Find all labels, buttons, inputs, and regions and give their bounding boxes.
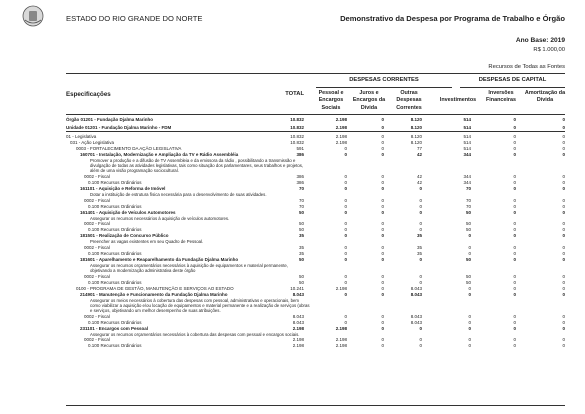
row-value: 0 [381,145,384,151]
row-value: 70 [298,203,304,209]
row-value: 10.832 [290,124,304,130]
year-label: Ano Base: 2019 [515,37,565,44]
row-value: 35 [416,233,422,239]
row-value: 2.198 [335,343,347,349]
row-value: 0 [562,227,565,233]
row-value: 514 [463,145,471,151]
action-description: Preencher as vagas existentes em seu Quadro de Pessoal. [90,239,204,245]
row-value: 0 [344,227,347,233]
row-value: 0 [468,337,471,343]
row-value: 0 [381,337,384,343]
group-correntes: DESPESAS CORRENTES [349,77,419,83]
columns-divider [66,114,565,115]
row-value: 70 [465,185,471,191]
row-value: 514 [463,139,471,145]
row-value: 50 [465,279,471,285]
row-label: 0.100 Recursos Ordinários [88,343,142,349]
action-description: Assegurar os recursos orçamentários necessários à cobertura das despesas com pessoal e encargos sociais. [90,331,300,337]
row-value: 50 [465,227,471,233]
row-value: 35 [298,244,304,250]
row-value: 0 [562,343,565,349]
row-value: 0 [513,291,516,297]
row-value: 0 [344,151,347,157]
row-value: 0 [419,203,422,209]
row-value: 2.198 [335,285,347,291]
row-value: 0 [344,197,347,203]
group-correntes-underline [316,87,452,88]
row-value: 0 [381,117,384,122]
total-header: TOTAL [285,91,304,97]
report-header [0,0,585,60]
specifications-header: Especificações [66,91,111,98]
col-investimentos: Investimentos [439,97,477,103]
row-value: 10.832 [290,139,304,145]
row-value: 70 [465,203,471,209]
group-capital: DESPESAS DE CAPITAL [478,77,547,83]
row-value: 0 [513,179,516,185]
row-value: 0 [513,325,516,331]
row-value: 35 [416,250,422,256]
row-value: 35 [298,250,304,256]
row-value: 0 [381,203,384,209]
row-value: 0 [381,291,384,297]
row-label: 231101 - Encargos com Pessoal [80,325,149,331]
row-value: 8.120 [410,117,422,122]
row-value: 8.043 [292,319,304,325]
row-value: 0 [468,233,471,239]
row-value: 8.043 [410,285,422,291]
row-value: 35 [298,233,304,239]
header-divider [66,73,565,74]
row-value: 0 [513,117,516,122]
row-value: 0 [513,134,516,139]
row-label: Unidade 01201 - Fundação Djalma Marinho - FDM [66,124,172,130]
row-value: 0 [562,291,565,297]
state-coat-of-arms-icon [22,5,44,27]
row-value: 0 [562,139,565,145]
row-value: 50 [465,256,471,262]
row-value: 0 [419,337,422,343]
row-value: 50 [298,209,304,215]
row-value: 2.198 [335,124,347,130]
row-value: 0 [344,145,347,151]
row-value: 0 [513,209,516,215]
row-value: 0 [562,145,565,151]
row-value: 10.832 [290,117,304,122]
row-value: 0 [513,313,516,319]
row-value: 0 [344,179,347,185]
row-value: 8.043 [410,319,422,325]
row-value: 386 [296,151,304,157]
row-value: 344 [463,151,471,157]
row-value: 344 [463,174,471,179]
row-value: 0 [513,203,516,209]
row-value: 0 [562,203,565,209]
row-value: 50 [298,279,304,285]
row-value: 0 [344,256,347,262]
row-value: 0 [381,124,384,130]
row-value: 0 [419,279,422,285]
action-description: Dotar a instituição de estrutura física necessária para o desenvolvimento de suas atividades. [90,191,267,197]
row-value: 0 [562,285,565,291]
row-value: 0 [381,179,384,185]
row-value: 42 [416,151,422,157]
row-label: 0100 - PROGRAMA DE GESTÃO, MANUTENÇÃO E SERVIÇOS AO ESTADO [76,285,234,291]
row-label: 0.100 Recursos Ordinários [88,250,142,256]
row-value: 0 [344,209,347,215]
row-value: 70 [298,197,304,203]
row-value: 50 [465,221,471,227]
row-value: 50 [298,256,304,262]
row-value: 0 [562,244,565,250]
row-value: 0 [344,250,347,256]
row-label: 181601 - Aparelhamento e Reaparelhamento da Fundação Djalma Marinho [80,256,239,262]
row-value: 0 [381,185,384,191]
row-value: 0 [562,209,565,215]
row-value: 0 [562,197,565,203]
row-value: 0 [513,244,516,250]
row-value: 0 [562,273,565,279]
row-label: 0002 - Fiscal [84,244,110,250]
row-value: 0 [344,233,347,239]
row-value: 8.043 [410,313,422,319]
row-value: 344 [463,179,471,185]
row-value: 591 [296,145,304,151]
row-label: 0.100 Recursos Ordinários [88,279,142,285]
row-value: 0 [513,233,516,239]
row-value: 0 [381,174,384,179]
row-value: 50 [298,227,304,233]
row-value: 0 [381,244,384,250]
table-row [66,343,565,349]
row-value: 0 [344,203,347,209]
row-value: 0 [419,227,422,233]
row-value: 0 [468,244,471,250]
col-pessoal: Pessoal e Encargos Sociais [318,90,344,111]
row-value: 2.198 [335,325,347,331]
row-value: 8.043 [292,291,304,297]
row-label: 0002 - Fiscal [84,221,110,227]
row-label: 01 - Legislativa [66,134,97,139]
row-value: 0 [419,197,422,203]
row-value: 0 [468,313,471,319]
row-value: 0 [513,197,516,203]
row-value: 0 [381,256,384,262]
row-value: 0 [513,337,516,343]
row-value: 0 [381,285,384,291]
row-value: 0 [562,151,565,157]
table-row [66,125,565,131]
row-value: 0 [381,139,384,145]
row-value: 0 [344,279,347,285]
row-value: 2.198 [292,337,304,343]
row-value: 0 [468,343,471,349]
row-value: 2.198 [335,139,347,145]
row-value: 8.043 [292,313,304,319]
row-value: 10.241 [290,285,304,291]
row-value: 0 [344,273,347,279]
row-label: 0002 - Fiscal [84,174,110,179]
row-value: 0 [513,174,516,179]
row-value: 0 [513,185,516,191]
row-value: 2.198 [335,117,347,122]
col-juros: Juros e Encargos da Dívida [352,90,386,111]
row-value: 386 [296,179,304,185]
row-value: 70 [465,197,471,203]
row-value: 0 [381,250,384,256]
row-value: 0 [381,279,384,285]
row-value: 35 [416,244,422,250]
row-value: 0 [344,221,347,227]
row-value: 8.120 [410,124,422,130]
row-value: 42 [416,174,422,179]
row-value: 10.832 [290,134,304,139]
row-value: 0 [513,124,516,130]
row-value: 386 [296,174,304,179]
row-value: 2.198 [335,134,347,139]
row-value: 0 [381,343,384,349]
row-value: 0 [562,250,565,256]
row-label: 031 - Ação Legislativa [70,139,115,145]
row-value: 0 [419,343,422,349]
action-description: Assegurar os recursos necessários à aquisição de veículos automotores. [90,215,230,221]
row-value: 50 [298,221,304,227]
row-value: 0 [381,313,384,319]
row-value: 77 [416,145,422,151]
row-value: 50 [465,209,471,215]
row-value: 0 [513,139,516,145]
row-value: 0 [513,285,516,291]
row-value: 0 [562,117,565,122]
row-value: 0 [419,221,422,227]
row-value: 0 [513,145,516,151]
row-value: 50 [298,273,304,279]
row-value: 0 [381,151,384,157]
row-label: 0.100 Recursos Ordinários [88,319,142,325]
row-value: 0 [381,197,384,203]
row-value: 42 [416,179,422,185]
row-value: 0 [562,174,565,179]
row-value: 0 [513,343,516,349]
action-description: Assegurar os recursos orçamentários necessários à aquisição de equipamentos e material permanente, objetivando a modernização administrativa deste órgão [90,262,288,273]
row-value: 0 [344,185,347,191]
row-label: 0003 - FORTALECIMENTO DA AÇÃO LEGISLATIVA [76,145,182,151]
row-value: 0 [513,256,516,262]
row-value: 0 [381,209,384,215]
row-value: 0 [562,185,565,191]
row-value: 0 [562,179,565,185]
row-value: 0 [381,273,384,279]
row-value: 0 [344,174,347,179]
row-label: 161401 - Aquisição de Veículos Automotores [80,209,176,215]
action-description: Promover a produção e a difusão de TV Assembleia e da emissora da rádio , possibilitando a transmissão e divulgação de todas as atividades legislativas, tais como situação dos parlamentares, seus trabalhos e projetos, além de uma visão programação sociocultural. [90,157,304,174]
row-value: 0 [513,273,516,279]
row-value: 0 [344,244,347,250]
unit-label: R$ 1.000,00 [533,47,565,53]
row-value: 514 [463,117,471,122]
col-inversoes: Inversões Financeiras [486,90,516,104]
row-value: 2.198 [292,325,304,331]
row-value: 0 [513,319,516,325]
row-label: 161101 - Aquisição e Reforma de Imóvel [80,185,166,191]
footer-divider [66,405,565,406]
row-value: 0 [513,151,516,157]
row-value: 0 [344,313,347,319]
row-label: 0002 - Fiscal [84,313,110,319]
row-value: 0 [562,233,565,239]
state-name: ESTADO DO RIO GRANDE DO NORTE [66,14,203,23]
row-value: 0 [562,325,565,331]
row-value: 0 [419,209,422,215]
row-value: 514 [463,134,471,139]
row-value: 0 [381,233,384,239]
row-value: 0 [562,313,565,319]
row-label: 0002 - Fiscal [84,273,110,279]
row-value: 0 [381,221,384,227]
row-value: 0 [419,273,422,279]
row-value: 0 [562,256,565,262]
row-value: 8.120 [410,139,422,145]
row-value: 0 [419,325,422,331]
col-amortizacao: Amortização da Dívida [524,90,566,104]
row-value: 0 [381,325,384,331]
group-capital-underline [460,87,565,88]
row-label: 0.100 Recursos Ordinários [88,227,142,233]
table-row [66,117,565,123]
row-value: 0 [468,250,471,256]
row-value: 8.043 [410,291,422,297]
row-value: 0 [562,134,565,139]
row-label: 0002 - Fiscal [84,197,110,203]
row-value: 0 [513,221,516,227]
row-label: 181501 - Realização de Concurso Público [80,233,169,239]
resources-label: Recursos de Todas as Fontes [488,64,565,70]
row-label: 0002 - Fiscal [84,337,110,343]
row-label: 0.100 Recursos Ordinários [88,179,142,185]
row-value: 0 [381,227,384,233]
row-value: 0 [468,325,471,331]
row-value: 0 [513,279,516,285]
row-value: 2.198 [292,343,304,349]
row-value: 0 [562,319,565,325]
row-label: 160701 - Instalação, Modernização e Ampliação da TV e Rádio Assembléia [80,151,239,157]
row-label: 0.100 Recursos Ordinários [88,203,142,209]
row-label: 214901 - Manutenção e Funcionamento da Fundação Djalma Marinho [80,291,228,297]
row-value: 0 [513,227,516,233]
row-value: 0 [381,319,384,325]
row-value: 0 [468,319,471,325]
row-value: 0 [344,319,347,325]
row-value: 8.120 [410,134,422,139]
col-outras: Outras Despesas Correntes [396,90,422,111]
row-value: 0 [381,134,384,139]
row-value: 0 [468,291,471,297]
row-value: 0 [562,279,565,285]
row-value: 514 [463,124,471,130]
row-value: 0 [513,250,516,256]
row-value: 70 [298,185,304,191]
row-value: 0 [562,337,565,343]
orgao-divider [66,131,565,132]
row-label: Órgão 01201 - Fundação Djalma Marinho [66,117,154,122]
row-value: 0 [419,256,422,262]
row-value: 2.198 [335,337,347,343]
row-value: 0 [419,185,422,191]
report-title: Demonstrativo da Despesa por Programa de Trabalho e Órgão [340,14,565,23]
row-value: 0 [562,221,565,227]
row-value: 0 [344,291,347,297]
row-value: 50 [465,273,471,279]
row-value: 0 [562,124,565,130]
action-description: Assegurar os meios necessários à cobertura das despesas com pessoal, administrativas e operacionais, bem como viabilizar a aquisição e/ou locação de equipamentos e material permanente e a realização de serviços (obras e serviços, objetivando um melhor desempenho de suas atribuições. [90,297,310,313]
row-value: 0 [468,285,471,291]
